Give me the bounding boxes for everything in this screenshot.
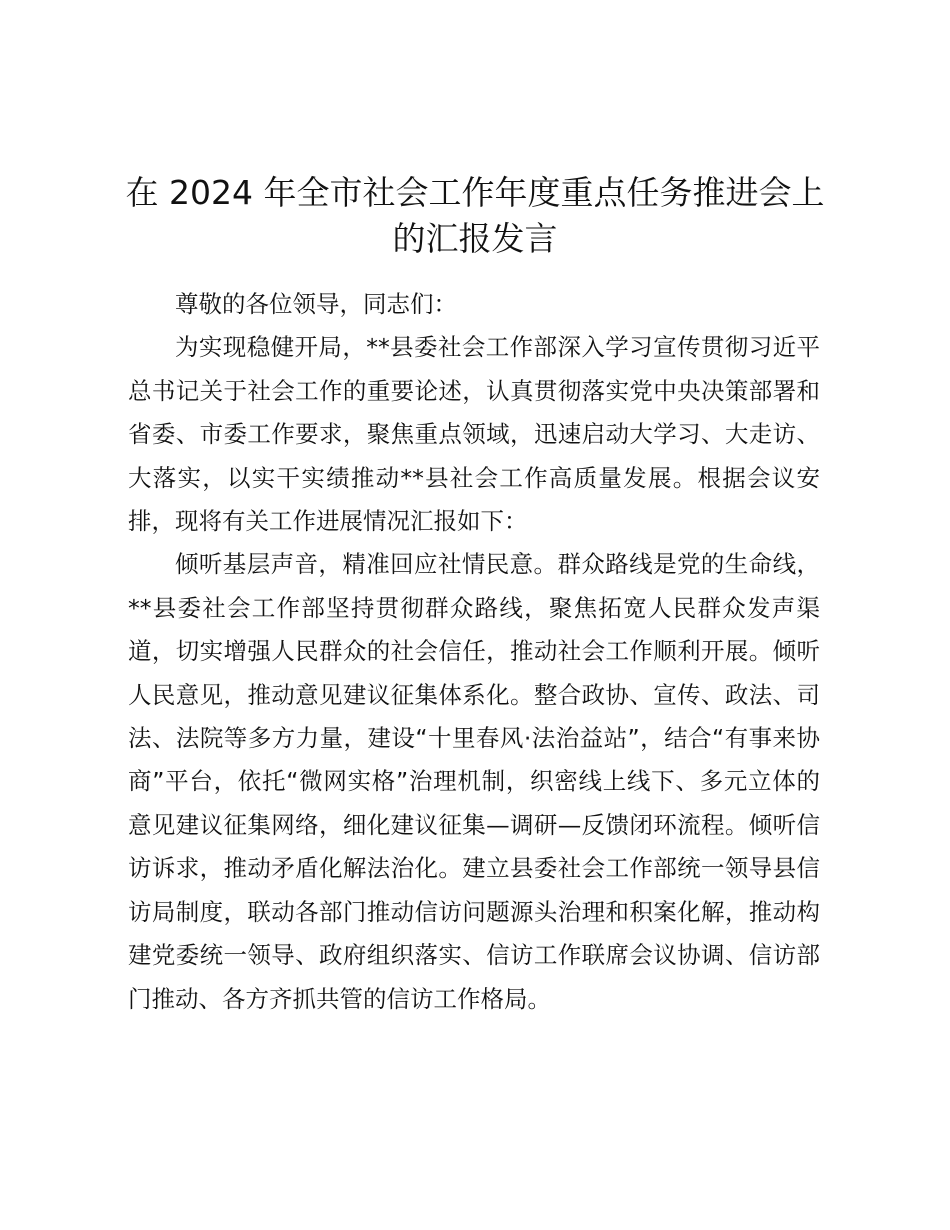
salutation: 尊敬的各位领导，同志们： bbox=[175, 290, 457, 318]
paragraph-listening: 倾听基层声音，精准回应社情民意。群众路线是党的生命线，**县委社会工作部坚持贯彻群众路线，聚焦拓宽人民群众发声渠道，切实增强人民群众的社会信任，推动社会工作顺利开展。倾听人民意见，推动意见建议征集体系化。整合政协、宣传、政法、司法、法院等多方力量，建设“十里春风·法治益站”，结合“有事来协商”平台，依托“微网实格”治理机制，织密线上线下、多元立体的意见建议征集网络，细化建议征集—调研—反馈闭环流程。倾听信访诉求，推动矛盾化解法治化。建立县委社会工作部统一领导县信访局制度，联动各部门推动信访问题源头治理和积案化解，推动构建党委统一领导、政府组织落实、信访工作联席会议协调、信访部门推动、各方齐抓共管的信访工作格局。 bbox=[128, 550, 820, 1013]
document-title: 在 2024 年全市社会工作年度重点任务推进会上的汇报发言 bbox=[125, 173, 825, 258]
document-body bbox=[128, 283, 820, 1021]
paragraph-intro: 为实现稳健开局，**县委社会工作部深入学习宣传贯彻习近平总书记关于社会工作的重要论述，认真贯彻落实党中央决策部署和省委、市委工作要求，聚焦重点领域，迅速启动大学习、大走访、大落实，以实干实绩推动**县社会工作高质量发展。根据会议安排，现将有关工作进展情况汇报如下： bbox=[128, 333, 820, 536]
